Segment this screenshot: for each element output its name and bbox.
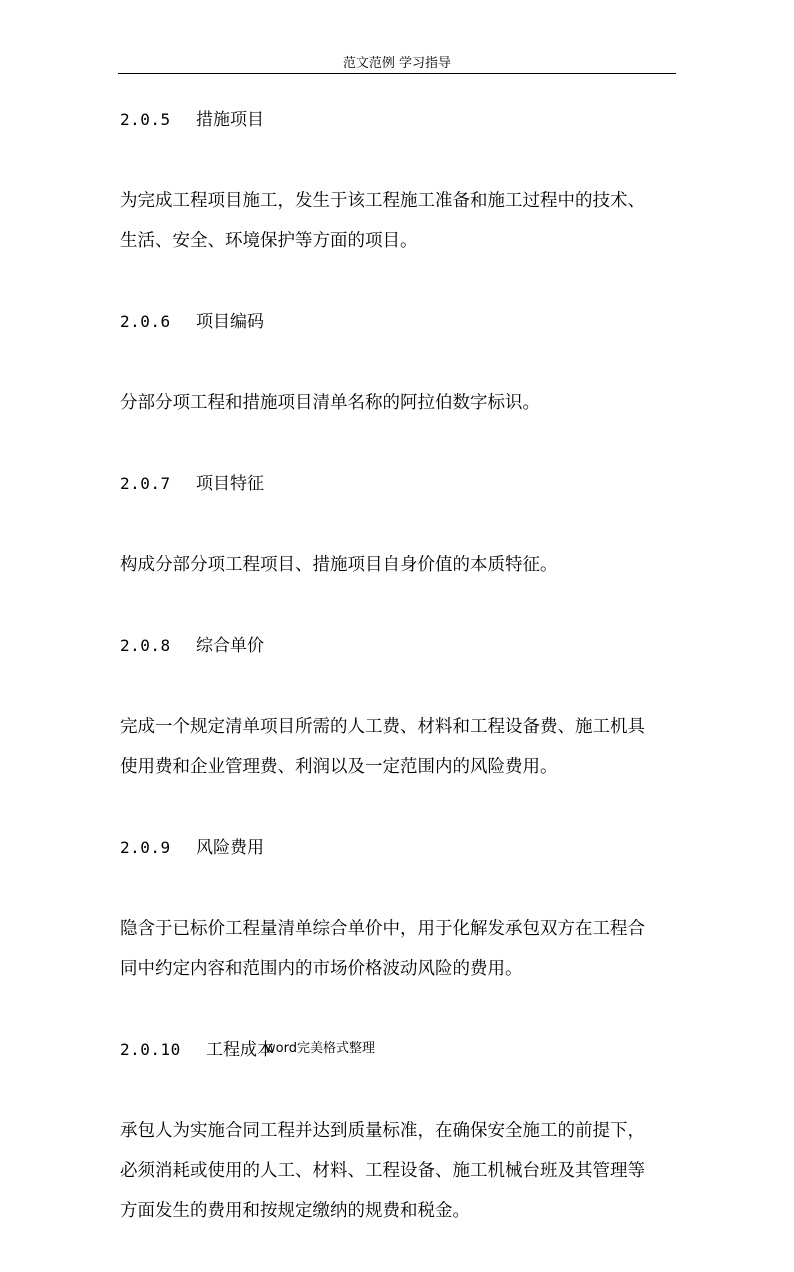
section-number: 2.0.9: [120, 838, 171, 857]
paragraph-line: 承包人为实施合同工程并达到质量标准，在确保安全施工的前提下，: [120, 1121, 645, 1141]
paragraph-line: 分部分项工程和措施项目清单名称的阿拉伯数字标识。: [120, 393, 540, 413]
section-title: 工程成本: [206, 1040, 274, 1060]
section-paragraph: [120, 707, 680, 787]
section-number: 2.0.10: [120, 1040, 181, 1059]
section-number: 2.0.5: [120, 110, 171, 129]
paragraph-line: 必须消耗或使用的人工、材料、工程设备、施工机械台班及其管理等: [120, 1161, 645, 1181]
paragraph-line: 使用费和企业管理费、利润以及一定范围内的风险费用。: [120, 757, 558, 777]
section-heading: [120, 626, 680, 666]
page-footer: word完美格式整理: [265, 1041, 375, 1056]
paragraph-line: 完成一个规定清单项目所需的人工费、材料和工程设备费、施工机具: [120, 717, 645, 737]
section-heading: [120, 302, 680, 342]
section-paragraph: [120, 383, 680, 423]
document-body: [120, 100, 680, 1272]
header-rule: [118, 73, 676, 74]
section-paragraph: [120, 545, 680, 585]
section-title: 综合单价: [196, 636, 264, 656]
section-paragraph: [120, 1111, 680, 1231]
section-title: 措施项目: [196, 110, 264, 130]
paragraph-line: 构成分部分项工程项目、措施项目自身价值的本质特征。: [120, 555, 558, 575]
section-heading: [120, 100, 680, 140]
section-heading: [120, 1030, 680, 1070]
section-number: 2.0.8: [120, 636, 171, 655]
section-number: 2.0.7: [120, 474, 171, 493]
paragraph-line: 方面发生的费用和按规定缴纳的规费和税金。: [120, 1201, 470, 1221]
section-heading: [120, 464, 680, 504]
section-number: 2.0.6: [120, 312, 171, 331]
section-heading: [120, 828, 680, 868]
page-header: 范文范例 学习指导: [342, 56, 452, 71]
section-paragraph: [120, 909, 680, 989]
paragraph-line: 隐含于已标价工程量清单综合单价中，用于化解发承包双方在工程合: [120, 919, 645, 939]
section-paragraph: [120, 181, 680, 261]
paragraph-line: 生活、安全、环境保护等方面的项目。: [120, 231, 418, 251]
section-title: 项目特征: [196, 474, 264, 494]
paragraph-line: 同中约定内容和范围内的市场价格波动风险的费用。: [120, 959, 523, 979]
section-title: 风险费用: [196, 838, 264, 858]
section-title: 项目编码: [196, 312, 264, 332]
paragraph-line: 为完成工程项目施工，发生于该工程施工准备和施工过程中的技术、: [120, 191, 645, 211]
